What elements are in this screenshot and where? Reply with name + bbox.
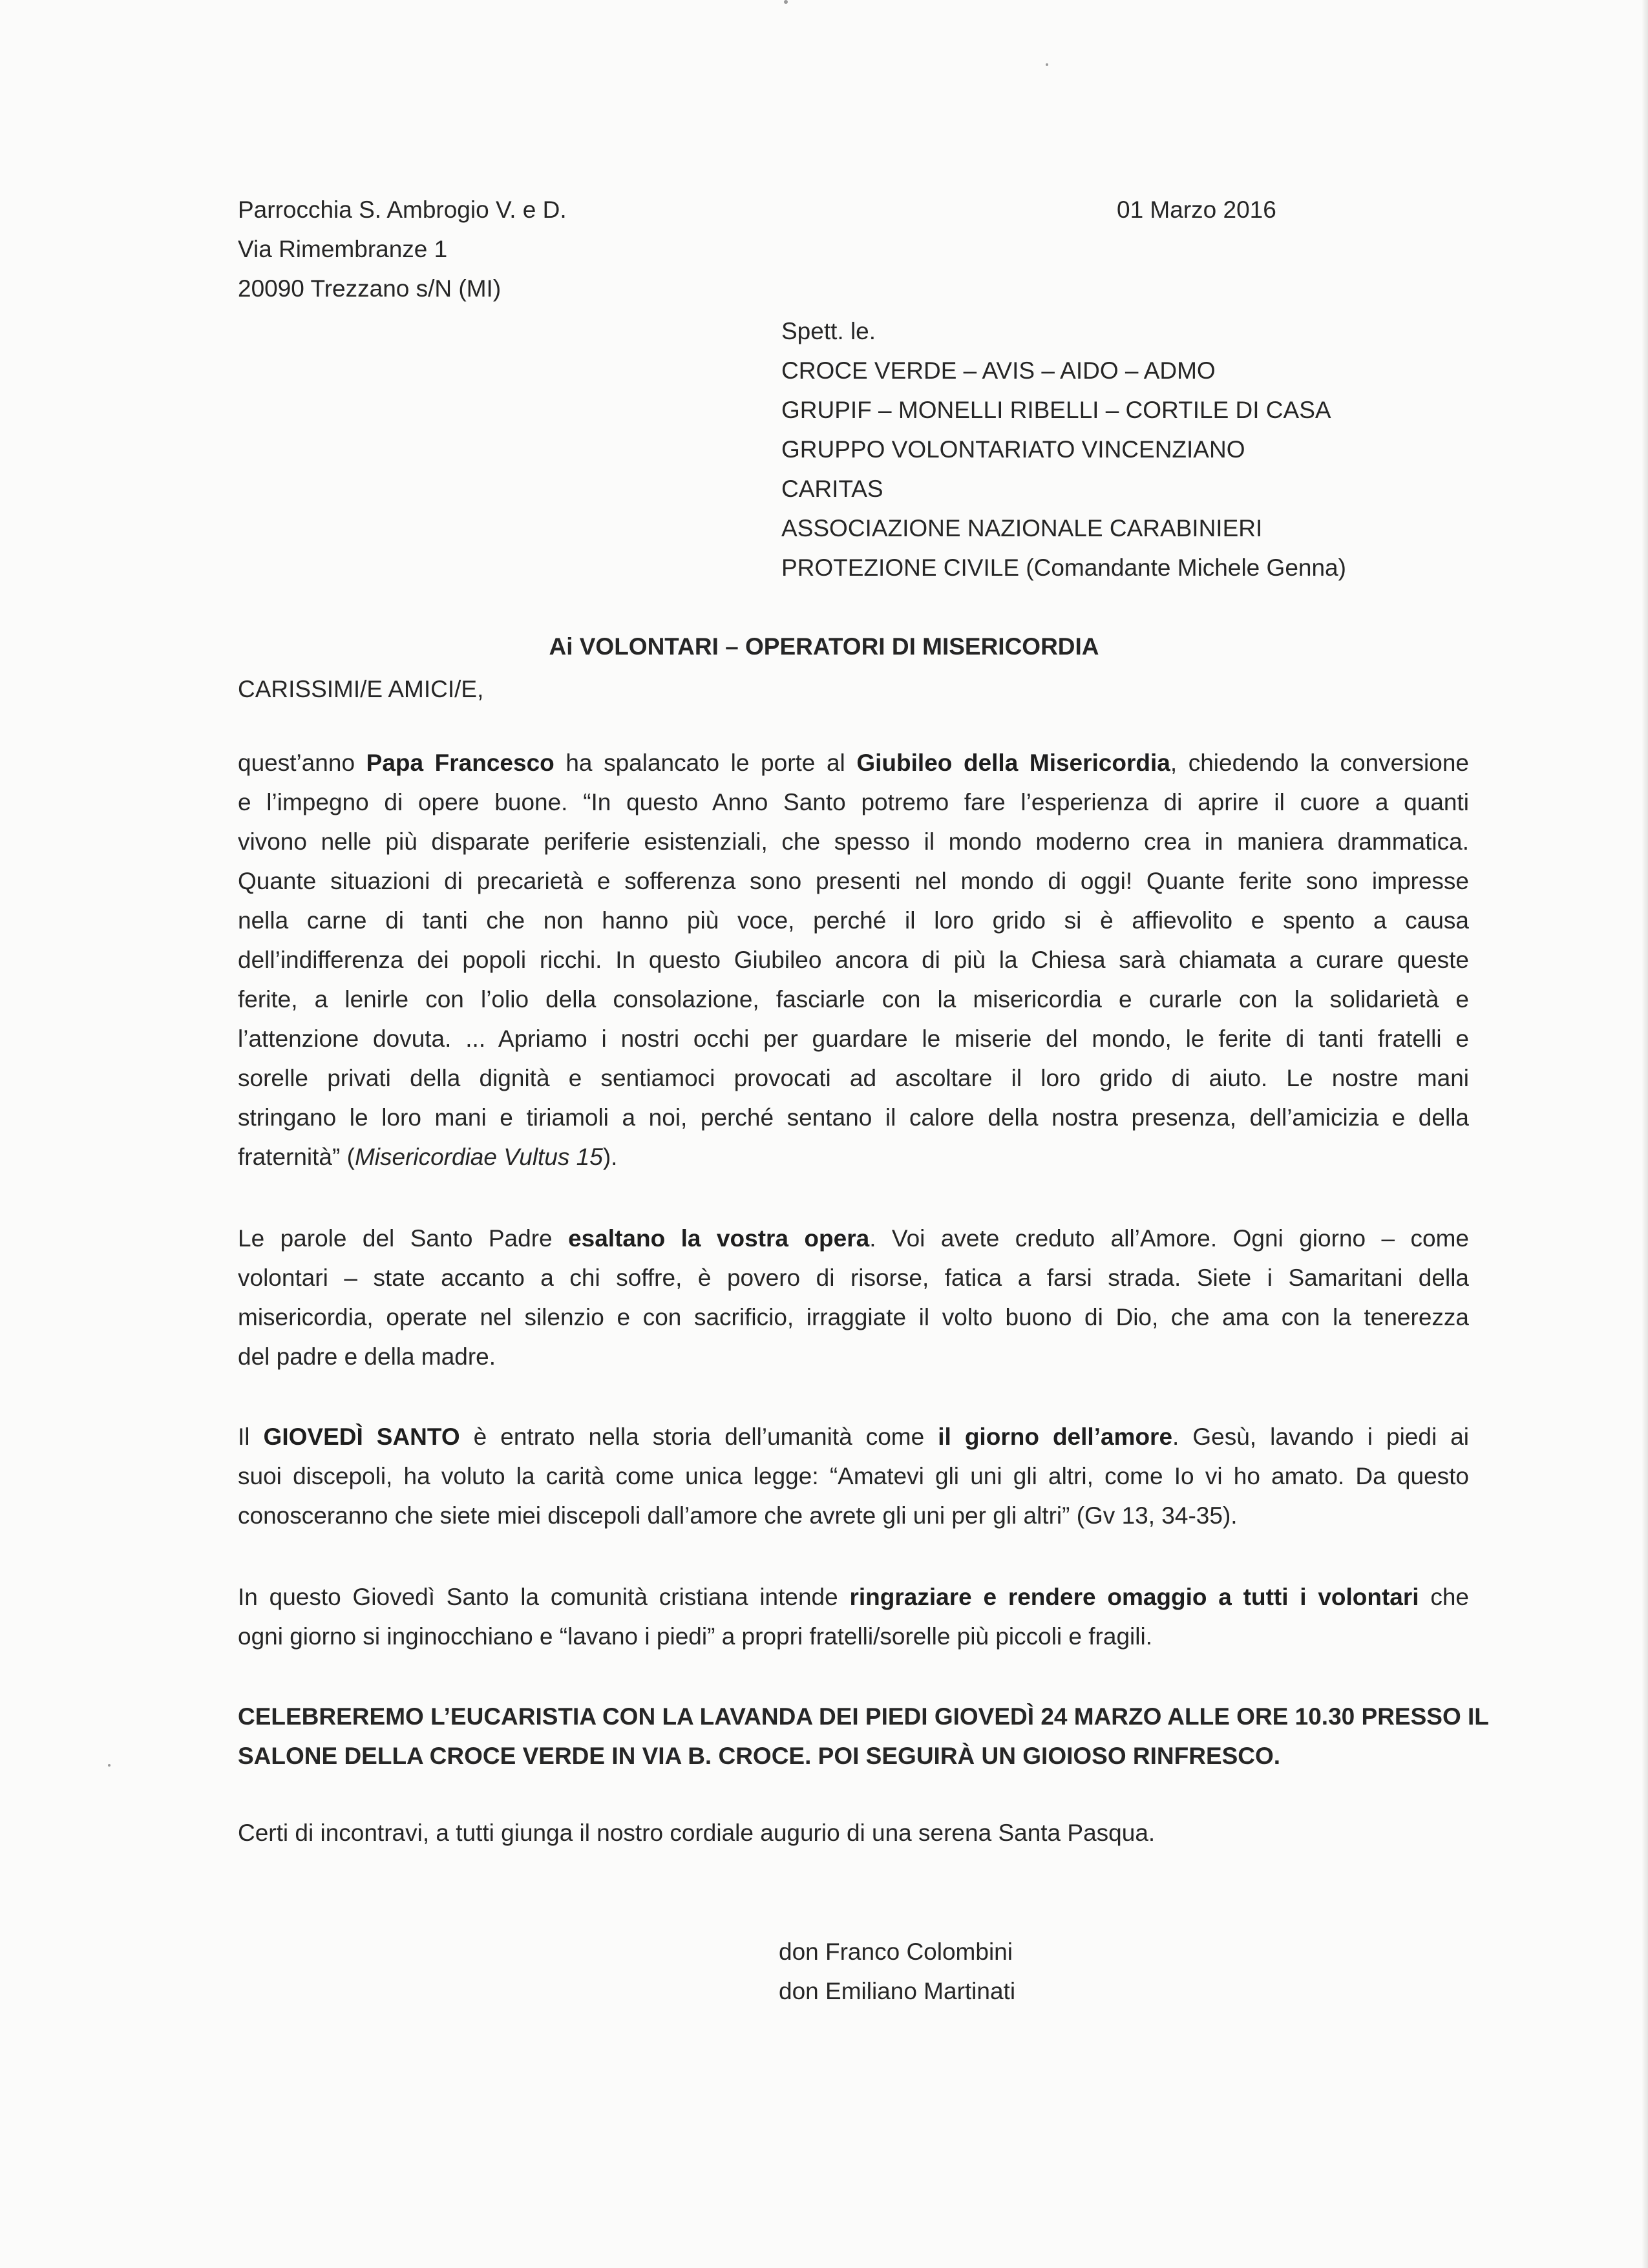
citation-title: Misericordiae Vultus 15 [354, 1144, 603, 1170]
recipient-list [781, 311, 1346, 587]
signature-block [779, 1932, 1015, 2011]
paragraph-line: Il GIOVEDÌ SANTO è entrato nella storia dell’umanità come il giorno dell’amore. Gesù, lavando i piedi ai [238, 1423, 1470, 1450]
paragraph-line: suoi discepoli, ha voluto la carità come unica legge: “Amatevi gli uni gli altri, come Io vi ho amato. Da questo [238, 1463, 1469, 1489]
paragraph-line: quest’anno Papa Francesco ha spalancato le porte al Giubileo della Misericordia, chiedendo la conversione [238, 750, 1469, 776]
paragraph-holy-thursday [238, 1417, 1469, 1535]
scan-speck [108, 1764, 111, 1767]
recipient-item: PROTEZIONE CIVILE (Comandante Michele Genna) [781, 554, 1346, 581]
paragraph-line: l’attenzione dovuta. ... Apriamo i nostri occhi per guardare le miserie del mondo, le ferite di tanti fratelli e [238, 1025, 1469, 1052]
letter-subject: Ai VOLONTARI – OPERATORI DI MISERICORDIA [549, 633, 1099, 660]
signature-name: don Franco Colombini [779, 1938, 1013, 1965]
paragraph-line: dell’indifferenza dei popoli ricchi. In questo Giubileo ancora di più la Chiesa sarà chiamata a curare queste [238, 947, 1469, 973]
pope-name: Papa Francesco [366, 750, 555, 776]
paragraph-line: Certi di incontravi, a tutti giunga il nostro cordiale augurio di una serena Santa Pasqua. [238, 1820, 1156, 1846]
paragraph-line: e l’impegno di opere buone. “In questo Anno Santo potremo fare l’esperienza di aprire il cuore a quanti [238, 789, 1469, 815]
paragraph-line: sorelle privati della dignità e sentiamoci provocati ad ascoltare il loro grido di aiuto. Le nostre mani [238, 1065, 1469, 1091]
recipient-item: GRUPPO VOLONTARIATO VINCENZIANO [781, 436, 1245, 463]
paragraph-line: vivono nelle più disparate periferie esistenziali, che spesso il mondo moderno crea in maniera drammatica. [238, 828, 1469, 855]
recipient-item: CROCE VERDE – AVIS – AIDO – ADMO [781, 357, 1216, 384]
sender-parish: Parrocchia S. Ambrogio V. e D. [238, 196, 567, 223]
emphasis-text: esaltano la vostra opera [568, 1225, 870, 1252]
emphasis-text: il giorno dell’amore [938, 1423, 1173, 1450]
paragraph-line: In questo Giovedì Santo la comunità cristiana intende ringraziare e rendere omaggio a tutti i volontari che [238, 1584, 1470, 1610]
letter-salutation: CARISSIMI/E AMICI/E, [238, 676, 484, 702]
paragraph-line: misericordia, operate nel silenzio e con sacrificio, irraggiate il volto buono di Dio, che ama con la tenerezza [238, 1304, 1469, 1330]
paragraph-line: ogni giorno si inginocchiano e “lavano i piedi” a propri fratelli/sorelle più piccoli e fragili. [238, 1623, 1152, 1650]
emphasis-text: ringraziare e rendere omaggio a tutti i volontari [849, 1584, 1419, 1610]
emphasis-text: GIOVEDÌ SANTO [263, 1423, 460, 1450]
recipient-item: CARITAS [781, 476, 883, 502]
closing-wishes [238, 1813, 1469, 1853]
paragraph-line: nella carne di tanti che non hanno più voce, perché il loro grido si è affievolito e spento a causa [238, 907, 1469, 934]
letter-date: 01 Marzo 2016 [1117, 196, 1276, 223]
paragraph-line: fraternità” (Misericordiae Vultus 15). [238, 1144, 618, 1170]
scan-edge-shadow [1642, 0, 1648, 2268]
paragraph-line: conosceranno che siete miei discepoli dall’amore che avrete gli uni per gli altri” (Gv 13, 34-35). [238, 1502, 1238, 1529]
recipient-item: ASSOCIAZIONE NAZIONALE CARABINIERI [781, 515, 1263, 541]
recipient-item: GRUPIF – MONELLI RIBELLI – CORTILE DI CASA [781, 397, 1331, 423]
paragraph-line: del padre e della madre. [238, 1343, 496, 1370]
event-announcement [238, 1697, 1489, 1776]
paragraph-line: stringano le loro mani e tiriamoli a noi, perché sentano il calore della nostra presenza, dell’amicizia e della [238, 1104, 1469, 1131]
paragraph-line: ferite, a lenirle con l’olio della consolazione, fasciarle con la misericordia e curarle con la solidarietà e [238, 986, 1469, 1013]
paragraph-line: volontari – state accanto a chi soffre, è povero di risorse, fatica a farsi strada. Siete i Samaritani della [238, 1265, 1469, 1291]
paragraph-line: CELEBREREMO L’EUCARISTIA CON LA LAVANDA DEI PIEDI GIOVEDÌ 24 MARZO ALLE ORE 10.30 PRESSO IL [238, 1703, 1489, 1730]
sender-street: Via Rimembranze 1 [238, 236, 448, 262]
jubilee-name: Giubileo della Misericordia [856, 750, 1170, 776]
scan-speck [784, 0, 788, 4]
paragraph-line: SALONE DELLA CROCE VERDE IN VIA B. CROCE. POI SEGUIRÀ UN GIOIOSO RINFRESCO. [238, 1743, 1281, 1769]
scan-speck [1046, 63, 1048, 66]
paragraph-thanks [238, 1577, 1469, 1656]
recipient-greeting: Spett. le. [781, 318, 876, 344]
paragraph-jubilee [238, 743, 1469, 1177]
signature-name: don Emiliano Martinati [779, 1978, 1016, 2004]
sender-address [238, 190, 567, 308]
paragraph-line: Quante situazioni di precarietà e sofferenza sono presenti nel mondo di oggi! Quante ferite sono impresse [238, 868, 1469, 894]
paragraph-line: Le parole del Santo Padre esaltano la vostra opera. Voi avete creduto all’Amore. Ogni giorno – come [238, 1225, 1469, 1252]
sender-city: 20090 Trezzano s/N (MI) [238, 275, 502, 302]
paragraph-volunteers [238, 1219, 1469, 1376]
